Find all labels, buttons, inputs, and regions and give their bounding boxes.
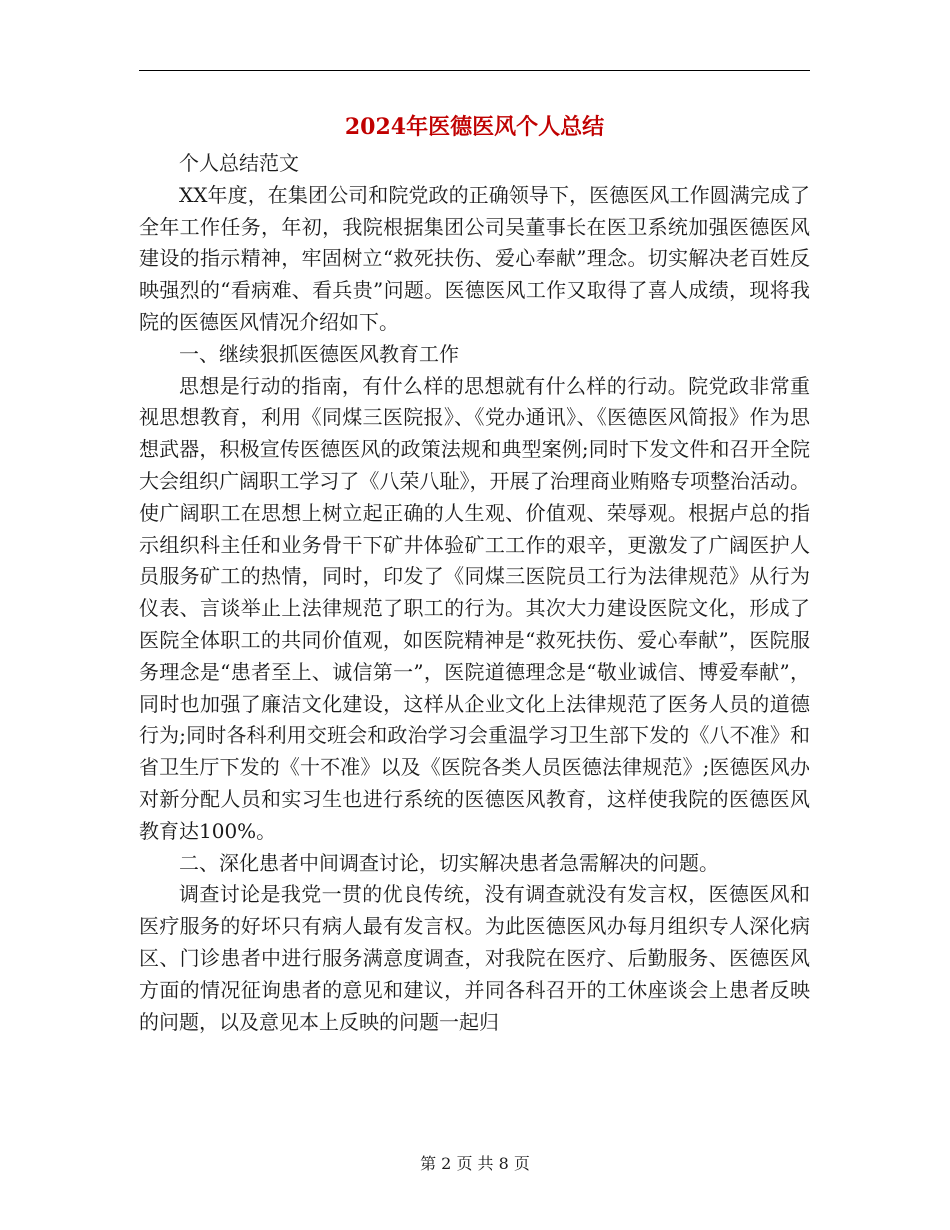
header-rule bbox=[139, 70, 810, 71]
page-number: 第 2 页 共 8 页 bbox=[420, 1154, 530, 1173]
paragraph-intro: XX年度，在集团公司和院党政的正确领导下，医德医风工作圆满完成了全年工作任务，年初，我院根据集团公司吴董事长在医卫系统加强医德医风建设的指示精神，牢固树立“救死扶伤、爱心奉献”理念。切实解决老百姓反映强烈的“看病难、看兵贵”问题。医德医风工作又取得了喜人成绩，现将我院的医德医风情况介绍如下。 bbox=[139, 182, 810, 334]
section-heading-2: 二、深化患者中间调查讨论，切实解决患者急需解决的问题。 bbox=[179, 850, 719, 875]
section-heading-1: 一、继续狠抓医德医风教育工作 bbox=[179, 341, 459, 366]
paragraph-section-2: 调查讨论是我党一贯的优良传统，没有调查就没有发言权，医德医风和医疗服务的好坏只有病人最有发言权。为此医德医风办每月组织专人深化病区、门诊患者中进行服务满意度调查，对我院在医疗、后勤服务、医德医风方面的情况征询患者的意见和建议，并同各科召开的工休座谈会上患者反映的问题，以及意见本上反映的问题一起归 bbox=[139, 882, 810, 1034]
document-body bbox=[139, 148, 810, 1038]
document-title: 2024年医德医风个人总结 bbox=[344, 114, 605, 140]
paragraph-section-1: 思想是行动的指南，有什么样的思想就有什么样的行动。院党政非常重视思想教育，利用《同煤三医院报》、《党办通讯》、《医德医风简报》作为思想武器，积极宣传医德医风的政策法规和典型案例;同时下发文件和召开全院大会组织广阔职工学习了《八荣八耻》，开展了治理商业贿赂专项整治活动。使广阔职工在思想上树立起正确的人生观、价值观、荣辱观。根据卢总的指示组织科主任和业务骨干下矿井体验矿工工作的艰辛，更激发了广阔医护人员服务矿工的热情，同时，印发了《同煤三医院员工行为法律规范》从行为仪表、言谈举止上法律规范了职工的行为。其次大力建设医院文化，形成了医院全体职工的共同价值观，如医院精神是“救死扶伤、爱心奉献”，医院服务理念是“患者至上、诚信第一”，医院道德理念是“敬业诚信、博爱奉献”，同时也加强了廉洁文化建设，这样从企业文化上法律规范了医务人员的道德行为;同时各科利用交班会和政治学习会重温学习卫生部下发的《八不准》和省卫生厅下发的《十不准》以及《医院各类人员医德法律规范》;医德医风办对新分配人员和实习生也进行系统的医德医风教育，这样使我院的医德医风教育达100%。 bbox=[139, 373, 810, 843]
paragraph-subtitle: 个人总结范文 bbox=[179, 151, 299, 175]
